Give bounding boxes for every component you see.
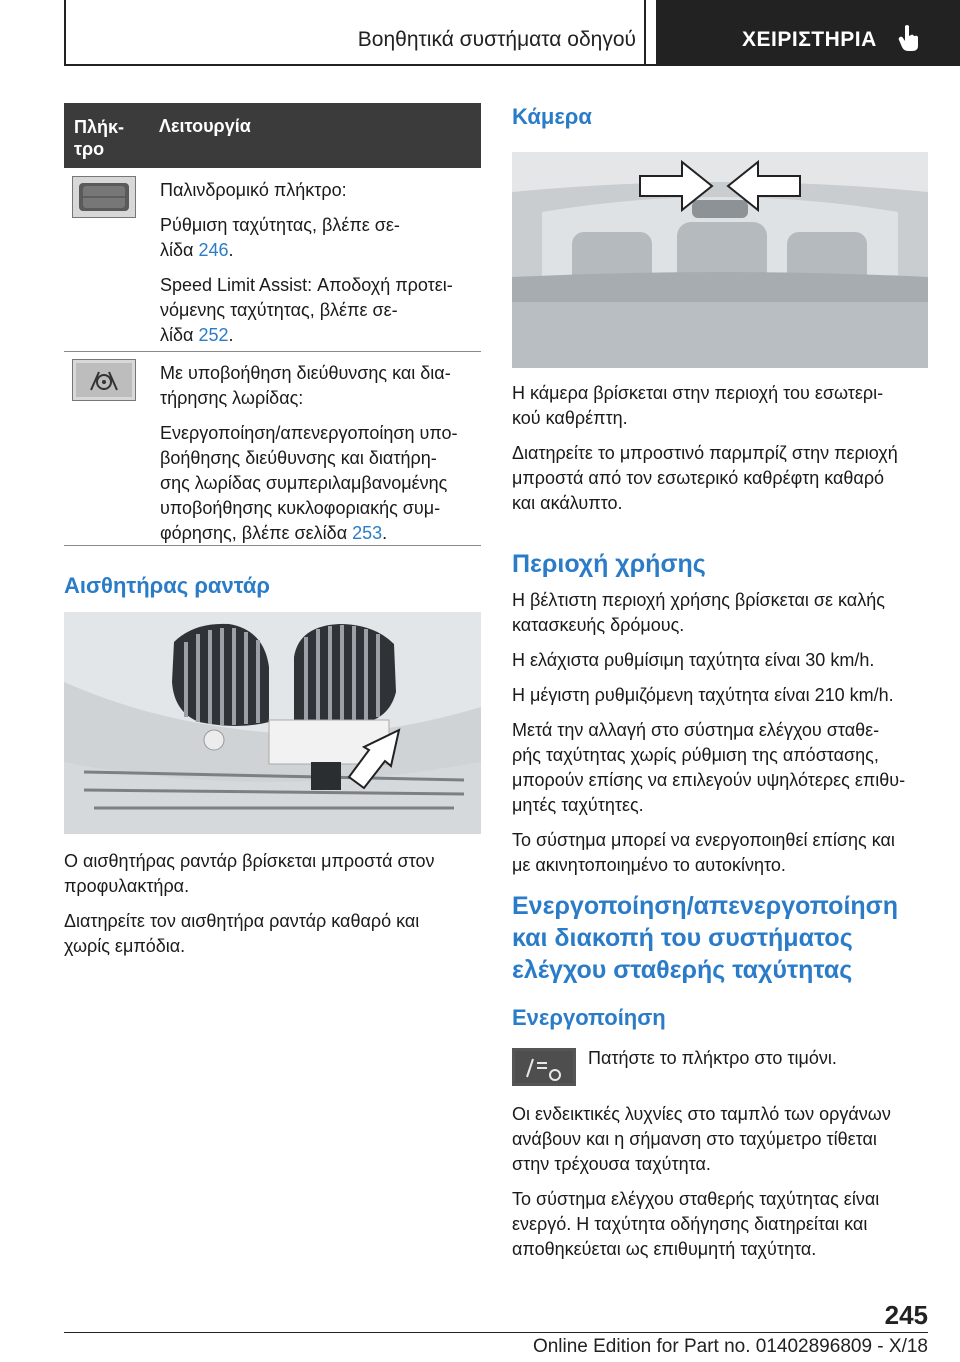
footer-rule [64,1332,928,1333]
usage-description [512,588,932,888]
radar-location-text: Ο αισθητήρας ραντάρ βρίσκεται μπροστά στον προφυλακτήρα. [64,851,435,896]
edition-info: Online Edition for Part no. 01402896809 - X/18 [532,1336,928,1357]
radar-heading: Αισθητήρας ραντάρ [64,573,271,598]
row-1-line-1: Παλινδρομικό πλήκτρο: [160,180,347,200]
radar-care-text: Διατηρείτε τον αισθητήρα ραντάρ καθαρό και χωρίς εμπόδια. [64,911,420,956]
page-link-246[interactable]: 246 [198,240,229,260]
row-divider [64,351,481,352]
activation-description [512,1102,932,1272]
usage-max-speed-text: Η μέγιστη ρυθμιζόμενη ταχύτητα είναι 210 km/h. [512,685,894,705]
camera-heading: Κάμερα [512,104,592,129]
row-divider [64,545,481,546]
rocker-key-icon [72,176,136,218]
page-number: 245 [884,1300,928,1330]
table-header [64,103,481,168]
page-link-252[interactable]: 252 [198,325,229,345]
column-header-button: Πλήκ- τρο [74,117,125,159]
hand-pointer-icon [898,24,920,52]
cruise-control-key-icon [512,1048,576,1086]
row-2-line-1: Με υποβοήθηση διεύθυνσης και δια- τήρησης λωρίδας: [160,363,451,408]
page-link-253[interactable]: 253 [352,523,383,543]
activation-heading: Ενεργοποίηση/απενεργοποίηση και διακοπή του συστήματος ελέγχου σταθερής ταχύτητας [512,892,899,984]
section-tab-label: ΧΕΙΡΙΣΤΗΡΙΑ [742,28,877,51]
table-row [160,361,476,556]
row-1-line-3: Speed Limit Assist: Αποδοχή προτει- νόμενης ταχύτητας, βλέπε σε- λίδα 252. [160,275,453,345]
usage-roads-text: Η βέλτιστη περιοχή χρήσης βρίσκεται σε καλής κατασκευής δρόμους. [512,590,885,635]
camera-location-text: Η κάμερα βρίσκεται στην περιοχή του εσωτερι- κού καθρέπτη. [512,383,884,428]
chapter-title: Βοηθητικά συστήματα οδηγού [357,28,636,51]
activation-subheading: Ενεργοποίηση [512,1005,666,1030]
camera-location-image [512,152,928,368]
section-tab [656,0,960,66]
row-1-line-2: Ρύθμιση ταχύτητας, βλέπε σε- λίδα 246. [160,215,400,260]
activation-indicator-text: Οι ενδεικτικές λυχνίες στο ταμπλό των οργάνων ανάβουν και η σήμανση στο ταχύμετρο τίθεται στην τρέχουσα ταχύτητα. [512,1104,891,1174]
radar-description [64,849,481,969]
camera-description [512,381,932,526]
radar-sensor-image [64,612,481,834]
row-2-line-2: Ενεργοποίηση/απενεργοποίηση υπο- βοήθησης διεύθυνσης και διατήρη- σης λωρίδας συμπεριλαμβανομένης υποβοήθησης κυκλοφοριακής συμ- φόρησης, βλέπε σελίδα 253. [160,423,458,543]
usage-min-speed-text: Η ελάχιστα ρυθμίσιμη ταχύτητα είναι 30 km/h. [512,650,875,670]
activation-key-text: Πατήστε το πλήκτρο στο τιμόνι. [588,1048,837,1068]
usage-heading: Περιοχή χρήσης [512,550,706,578]
usage-change-text: Μετά την αλλαγή στο σύστημα ελέγχου σταθε- ρής ταχύτητας χωρίς ρύθμιση της απόστασης, μπορούν επίσης να επιλεγούν υψηλότερες επιθυ- μητές ταχύτητες. [512,720,906,815]
usage-standstill-text: Το σύστημα μπορεί να ενεργοποιηθεί επίσης και με ακινητοποιημένο το αυτοκίνητο. [512,830,895,875]
steering-assist-icon [72,359,136,401]
camera-care-text: Διατηρείτε το μπροστινό παρμπρίζ στην περιοχή μπροστά από τον εσωτερικό καθρέφτη καθαρό και ακάλυπτο. [512,443,898,513]
activation-active-text: Το σύστημα ελέγχου σταθερής ταχύτητας είναι ενεργό. Η ταχύτητα οδήγησης διατηρείται και αποθηκεύεται ως επιθυμητή ταχύτητα. [512,1189,880,1259]
column-header-function: Λειτουργία [159,116,251,136]
table-row [160,178,476,358]
